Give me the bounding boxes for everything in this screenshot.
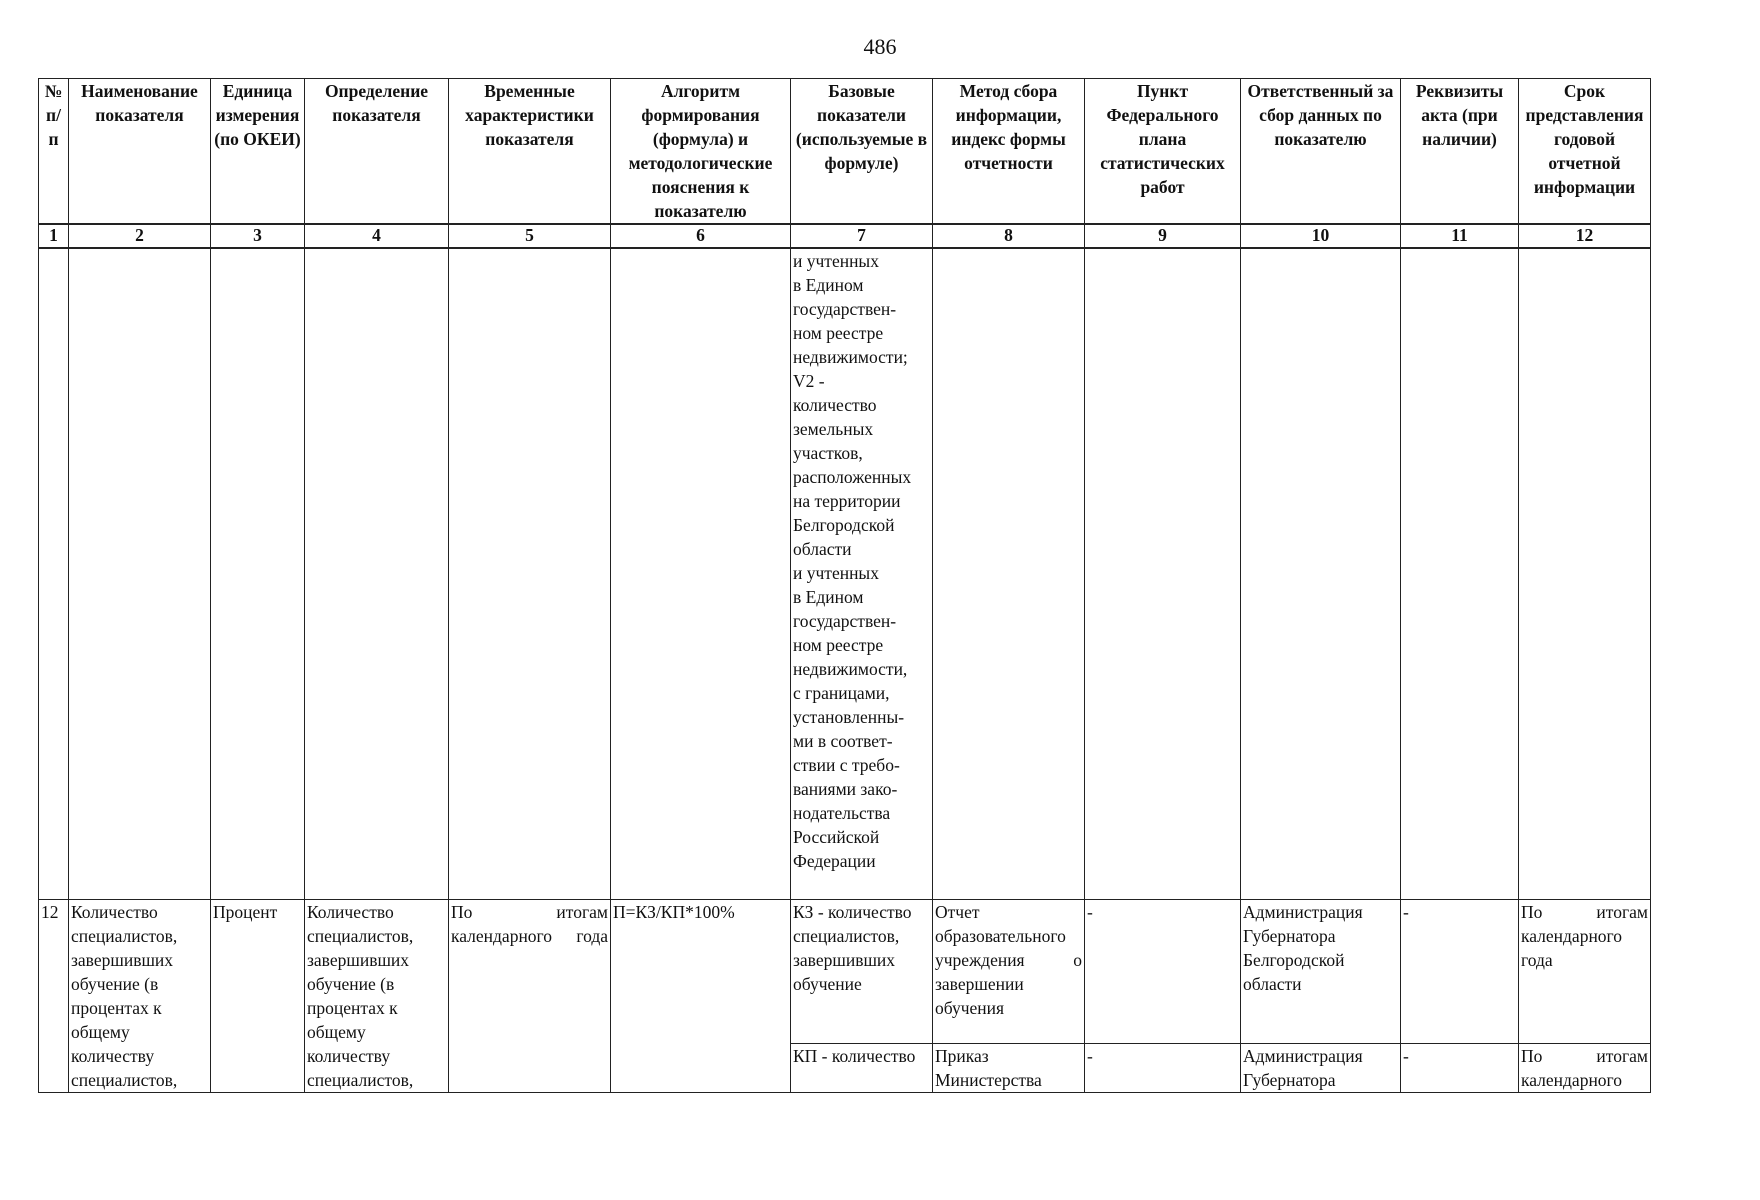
column-number: 1 — [39, 224, 69, 248]
responsible: Администрация Губернатора — [1241, 1043, 1401, 1092]
collection-method: Отчет образовательного учреждения о завершении обучения — [933, 900, 1085, 1044]
indicator-name: Количество специалистов, завершивших обучение (в процентах к общему количеству специалистов, — [69, 900, 211, 1093]
row-number: 12 — [39, 900, 69, 1093]
table-row — [39, 900, 1651, 1044]
header-row — [39, 79, 1651, 225]
column-number: 5 — [449, 224, 611, 248]
header-cell: Определение показателя — [305, 79, 449, 225]
column-number: 3 — [211, 224, 305, 248]
header-cell: № п/п — [39, 79, 69, 225]
header-cell: Реквизиты акта (при наличии) — [1401, 79, 1519, 225]
act-details: - — [1401, 900, 1519, 1044]
base-indicator: КП - количество — [791, 1043, 933, 1092]
header-cell: Срок представления годовой отчетной информации — [1519, 79, 1651, 225]
text-line: земельных — [793, 419, 874, 439]
column-number: 8 — [933, 224, 1085, 248]
column-number: 12 — [1519, 224, 1651, 248]
text-line: в Едином — [793, 275, 864, 295]
collection-method: Приказ Министерства — [933, 1043, 1085, 1092]
text-line: V2 - — [793, 371, 825, 391]
header-cell: Временные характеристики показателя — [449, 79, 611, 225]
header-cell: Метод сбора информации, индекс формы отчетности — [933, 79, 1085, 225]
text-line: Белгородской — [793, 515, 895, 535]
reporting-deadline: По итогам календарного — [1519, 1043, 1651, 1092]
column-number: 9 — [1085, 224, 1241, 248]
unit: Процент — [211, 900, 305, 1093]
reporting-deadline: По итогам календарного года — [1519, 900, 1651, 1044]
table-row — [39, 248, 1651, 900]
header-cell: Ответственный за сбор данных по показателю — [1241, 79, 1401, 225]
act-details: - — [1401, 1043, 1519, 1092]
text-line: и учтенных — [793, 251, 879, 271]
header-cell: Базовые показатели (используемые в формуле) — [791, 79, 933, 225]
indicator-definition: Количество специалистов, завершивших обучение (в процентах к общему количеству специалистов, — [305, 900, 449, 1093]
column-number: 6 — [611, 224, 791, 248]
text-line: государствен- — [793, 299, 897, 319]
column-number: 2 — [69, 224, 211, 248]
text-line: количество — [793, 395, 877, 415]
header-cell: Единица измерения (по ОКЕИ) — [211, 79, 305, 225]
page-number: 486 — [863, 34, 897, 59]
text-line: государствен- — [793, 611, 897, 631]
time-characteristics: По итогам календарного года — [449, 900, 611, 1093]
text-line: Российской — [793, 827, 880, 847]
indicators-table — [38, 78, 1651, 1093]
text-line: установленны- — [793, 707, 905, 727]
federal-plan-item: - — [1085, 1043, 1241, 1092]
base-indicator: КЗ - количество специалистов, завершивших обучение — [791, 900, 933, 1044]
text-line: в Едином — [793, 587, 864, 607]
algorithm: П=КЗ/КП*100% — [611, 900, 791, 1093]
text-line: ствии с требо- — [793, 755, 900, 775]
text-line: области — [793, 539, 852, 559]
header-cell: Алгоритм формирования (формула) и методологические пояснения к показателю — [611, 79, 791, 225]
text-line: участков, — [793, 443, 863, 463]
responsible: Администрация Губернатора Белгородской области — [1241, 900, 1401, 1044]
text-line: на территории — [793, 491, 901, 511]
column-number: 4 — [305, 224, 449, 248]
text-line: и учтенных — [793, 563, 879, 583]
text-line: ном реестре — [793, 323, 884, 343]
column-number: 7 — [791, 224, 933, 248]
base-indicators-continuation — [791, 248, 933, 900]
text-line: нодательства — [793, 803, 891, 823]
text-line: ваниями зако- — [793, 779, 898, 799]
text-line: ном реестре — [793, 635, 884, 655]
header-cell: Наименование показателя — [69, 79, 211, 225]
text-line: ми в соответ- — [793, 731, 893, 751]
column-number-row — [39, 224, 1651, 248]
text-line: расположенных — [793, 467, 912, 487]
header-cell: Пункт Федерального плана статистических работ — [1085, 79, 1241, 225]
text-line: с границами, — [793, 683, 890, 703]
text-line: недвижимости, — [793, 659, 908, 679]
text-line: Федерации — [793, 851, 876, 871]
column-number: 10 — [1241, 224, 1401, 248]
text-line: недвижимости; — [793, 347, 908, 367]
column-number: 11 — [1401, 224, 1519, 248]
federal-plan-item: - — [1085, 900, 1241, 1044]
